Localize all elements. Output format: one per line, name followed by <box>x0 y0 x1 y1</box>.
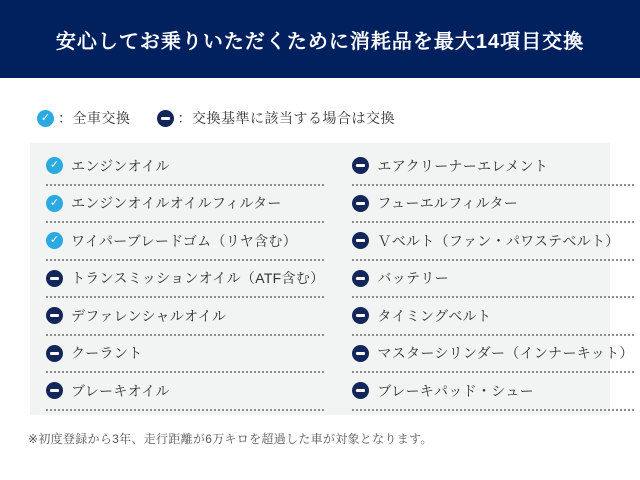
minus-icon <box>352 157 369 174</box>
minus-icon <box>46 345 63 362</box>
minus-icon <box>352 345 369 362</box>
list-item <box>352 373 633 411</box>
page-title: 安心してお乗りいただくために消耗品を最大14項目交換 <box>55 30 585 53</box>
item-label: クーラント <box>71 345 143 362</box>
list-item <box>46 261 324 299</box>
check-icon <box>46 157 63 174</box>
item-label: デファレンシャルオイル <box>71 307 227 324</box>
list-item <box>46 373 324 411</box>
list-item <box>352 261 633 299</box>
list-item <box>352 148 633 186</box>
header-banner <box>0 0 640 78</box>
item-label: ブレーキパッド・シュー <box>377 382 534 399</box>
legend <box>37 109 640 127</box>
check-icon <box>37 110 54 127</box>
item-label: トランスミッションオイル（ATF含む） <box>71 270 325 287</box>
minus-icon <box>352 195 369 212</box>
item-label: タイミングベルト <box>377 307 492 324</box>
list-item <box>352 223 633 261</box>
legend-entry-all-cars <box>37 108 131 128</box>
footer-note: ※初度登録から3年、走行距離が6万キロを超過した車が対象となります。 <box>28 432 433 446</box>
list-item <box>46 148 324 186</box>
check-icon <box>46 195 63 212</box>
minus-icon <box>157 110 174 127</box>
item-label: エンジンオイルオイルフィルター <box>71 195 282 212</box>
item-label: マスターシリンダー（インナーキット） <box>377 345 634 362</box>
items-column-right <box>352 148 633 411</box>
check-icon <box>46 232 63 249</box>
minus-icon <box>46 382 63 399</box>
list-item <box>352 186 633 224</box>
list-item <box>46 186 324 224</box>
item-label: ブレーキオイル <box>71 382 170 399</box>
list-item <box>46 298 324 336</box>
item-label: Ｖベルト（ファン・パワステベルト） <box>377 232 620 249</box>
minus-icon <box>46 307 63 324</box>
item-label: エアクリーナーエレメント <box>377 157 549 174</box>
minus-icon <box>352 307 369 324</box>
legend-label: ：全車交換 <box>58 110 131 126</box>
legend-label: ：交換基準に該当する場合は交換 <box>177 110 395 126</box>
maintenance-items-panel <box>30 143 634 415</box>
item-label: フューエルフィルター <box>377 195 519 212</box>
legend-entry-conditional <box>157 108 396 128</box>
list-item <box>352 298 633 336</box>
minus-icon <box>352 232 369 249</box>
minus-icon <box>352 382 369 399</box>
item-label: エンジンオイル <box>71 157 170 174</box>
item-label: バッテリー <box>377 270 449 287</box>
item-label: ワイパーブレードゴム（リヤ含む） <box>71 232 297 249</box>
list-item <box>46 223 324 261</box>
items-column-left <box>46 148 324 411</box>
minus-icon <box>46 270 63 287</box>
list-item <box>46 336 324 374</box>
list-item <box>352 336 633 374</box>
minus-icon <box>352 270 369 287</box>
